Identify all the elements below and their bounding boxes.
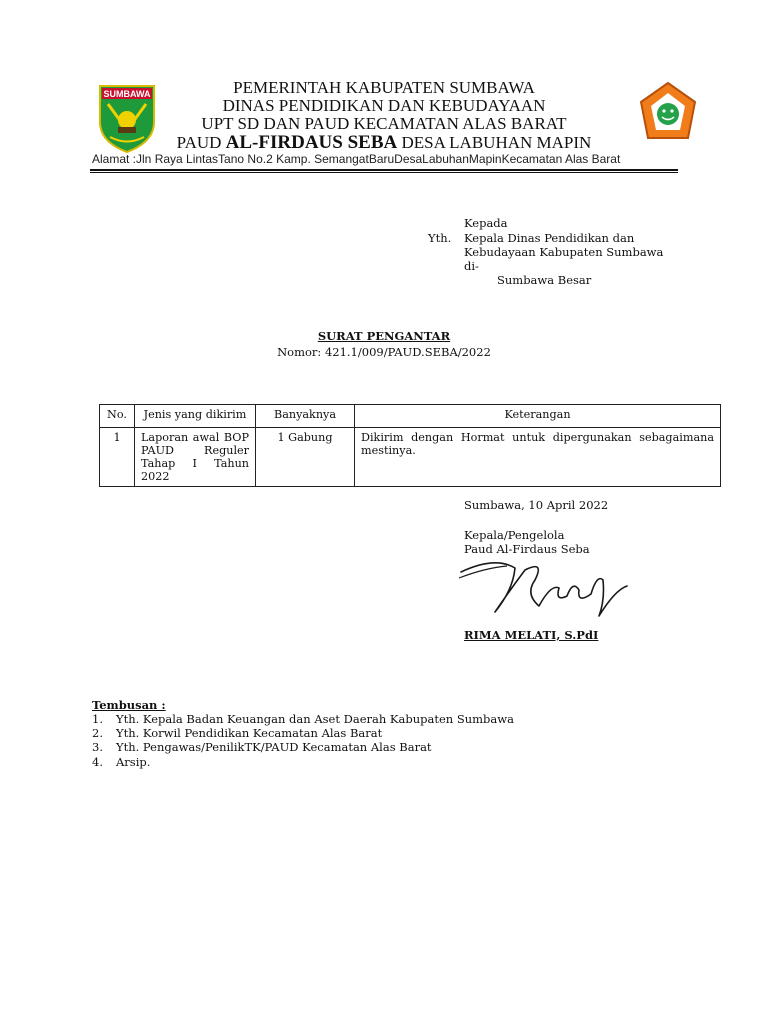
table-header-cell: Keterangan — [355, 405, 721, 428]
table-header-cell: Jenis yang dikirim — [135, 405, 256, 428]
letter-title: SURAT PENGANTAR — [317, 329, 451, 343]
recipient-line1: Kepala Dinas Pendidikan dan — [464, 231, 635, 245]
svg-text:SUMBAWA: SUMBAWA — [103, 89, 151, 99]
school-suffix: DESA LABUHAN MAPIN — [397, 133, 592, 152]
letterhead-line-department: DINAS PENDIDIKAN DAN KEBUDAYAAN — [222, 96, 546, 115]
place-date: Sumbawa, 10 April 2022 — [464, 498, 609, 512]
recipient-kepada: Kepada — [464, 216, 508, 230]
keterangan-line: Dikirim dengan Hormat untuk dipergunakan sebagaimana — [361, 431, 714, 444]
jenis-line: PAUD Reguler — [141, 444, 249, 457]
tembusan-number: 2. — [92, 726, 103, 740]
table-cell-jenis — [135, 428, 256, 487]
items-table — [99, 404, 721, 487]
letterhead-line-school — [0, 132, 768, 154]
tembusan-number: 4. — [92, 755, 103, 769]
table-header-row — [100, 405, 721, 428]
jenis-line: Laporan awal BOP — [141, 431, 249, 444]
jenis-line: 2022 — [141, 470, 170, 483]
letterhead-line-government: PEMERINTAH KABUPATEN SUMBAWA — [233, 78, 535, 97]
letterhead-address: Alamat :Jln Raya LintasTano No.2 Kamp. SemangatBaruDesaLabuhanMapinKecamatan Alas Barat — [92, 152, 621, 166]
tembusan-item: Yth. Pengawas/PenilikTK/PAUD Kecamatan Alas Barat — [116, 740, 432, 754]
recipient-line2: Kebudayaan Kabupaten Sumbawa — [464, 245, 664, 259]
table-header-cell: Banyaknya — [256, 405, 355, 428]
signer-institution: Paud Al-Firdaus Seba — [464, 542, 590, 556]
table-cell-banyaknya: 1 Gabung — [256, 428, 355, 487]
letter-number: Nomor: 421.1/009/PAUD.SEBA/2022 — [277, 345, 491, 359]
handwritten-signature — [455, 550, 635, 630]
recipient-di: di- — [464, 259, 479, 273]
tembusan-item: Yth. Korwil Pendidikan Kecamatan Alas Barat — [116, 726, 383, 740]
table-cell-keterangan — [355, 428, 721, 487]
signer-name: RIMA MELATI, S.PdI — [464, 628, 599, 642]
jenis-line: Tahap I Tahun — [141, 457, 249, 470]
tembusan-number: 3. — [92, 740, 103, 754]
tembusan-item: Yth. Kepala Badan Keuangan dan Aset Daerah Kabupaten Sumbawa — [116, 712, 514, 726]
table-row — [100, 428, 721, 487]
tembusan-number: 1. — [92, 712, 103, 726]
letterhead-line-upt: UPT SD DAN PAUD KECAMATAN ALAS BARAT — [201, 114, 567, 133]
recipient-yth: Yth. — [428, 231, 452, 245]
recipient-city: Sumbawa Besar — [497, 273, 592, 287]
tembusan-item: Arsip. — [116, 755, 151, 769]
table-header-cell: No. — [100, 405, 135, 428]
letterhead-rule-thick — [90, 169, 678, 171]
letterhead-rule-thin — [90, 172, 678, 173]
keterangan-line: mestinya. — [361, 444, 416, 457]
signer-role: Kepala/Pengelola — [464, 528, 565, 542]
school-name: AL-FIRDAUS SEBA — [225, 132, 398, 153]
school-prefix: PAUD — [176, 133, 226, 152]
table-cell-no: 1 — [100, 428, 135, 487]
tembusan-heading: Tembusan : — [92, 698, 166, 712]
